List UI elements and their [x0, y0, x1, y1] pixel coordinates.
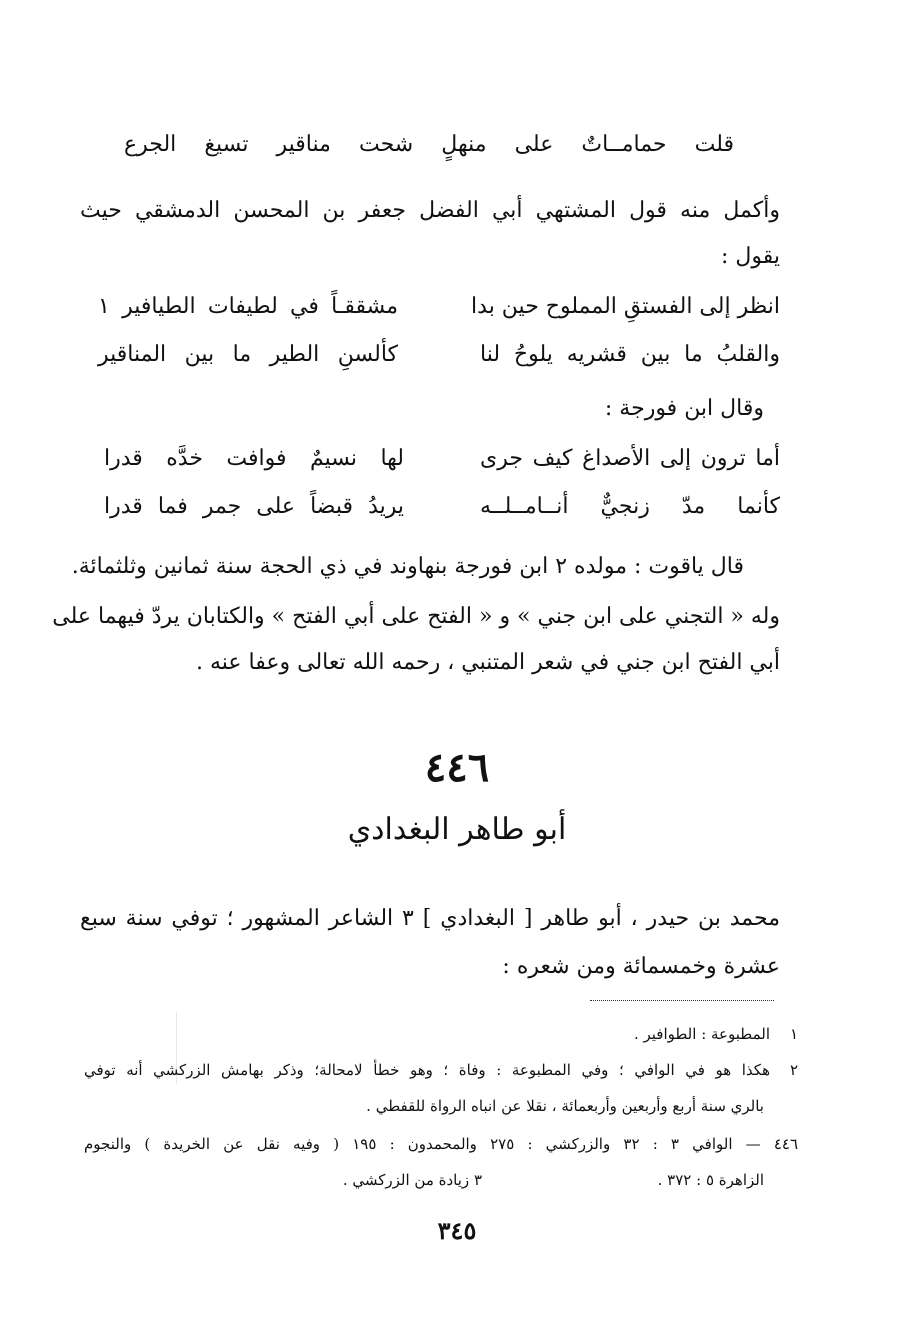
poem-verse: [104, 490, 780, 524]
paragraph-line: وقال ابن فورجة :: [604, 396, 764, 421]
page-number: ٣٤٥: [437, 1216, 477, 1245]
footnote-text: بالري سنة أربع وأربعين وأربعمائة ، نقلا عن انباه الرواة للقفطي .: [366, 1097, 764, 1115]
paragraph-line: قال ياقوت : مولده ٢ ابن فورجة بنهاوند في ذي الحجة سنة ثمانين وثلثمائة.: [71, 554, 744, 579]
verse-hemistich-right: أما ترون إلى الأصداغ كيف جرى: [480, 446, 780, 471]
footnote-number: ٢: [789, 1061, 798, 1079]
verse-hemistich-left: يريدُ قبضاً على جمر فما قدرا: [104, 494, 404, 519]
verse-hemistich-left: كألسنِ الطير ما بين المناقير: [98, 342, 398, 367]
poem-verse: [98, 290, 780, 324]
entry-title: أبو طاهر البغدادي: [347, 812, 567, 847]
entry-number: ٤٤٦: [424, 744, 490, 791]
footnote-text: ٤٤٦ — الوافي ٣ : ٣٢ والزركشي : ٢٧٥ والمحمدون : ١٩٥ ( وفيه نقل عن الخريدة ) والنجوم: [84, 1135, 799, 1153]
paragraph-line: محمد بن حيدر ، أبو طاهر [ البغدادي ] ٣ الشاعر المشهور ؛ توفي سنة سبع: [80, 906, 780, 931]
verse-hemistich-left: لها نسيمٌ فوافت خدَّه قدرا: [104, 446, 404, 471]
footnote-text: المطبوعة : الطوافير .: [633, 1025, 770, 1043]
verse-hemistich-right: انظر إلى الفستقِ المملوح حين بدا: [471, 294, 780, 319]
paragraph-line: وله « التجني على ابن جني » و « الفتح على أبي الفتح » والكتابان يردّ فيهما على: [52, 604, 780, 629]
poem-verse: [98, 338, 780, 372]
verse-hemistich-right: والقلبُ ما بين قشريه يلوحُ لنا: [480, 342, 780, 367]
verse-hemistich-left: مشققـاً في لطيفات الطيافير ١: [98, 294, 398, 319]
footnote-number: ١: [789, 1025, 798, 1043]
footnote-text: ٣ زيادة من الزركشي .: [342, 1171, 482, 1189]
paragraph-line: يقول :: [720, 244, 780, 269]
footnote-text: الزاهرة ٥ : ٣٧٢ .: [657, 1171, 764, 1189]
paragraph-line: وأكمل منه قول المشتهي أبي الفضل جعفر بن المحسن الدمشقي حيث: [80, 198, 780, 223]
paragraph-line: عشرة وخمسمائة ومن شعره :: [502, 954, 780, 979]
footnote-separator: [590, 1000, 774, 1001]
footnote-text: هكذا هو في الوافي ؛ وفي المطبوعة : وفاة ؛ وهو خطأ لامحالة؛ وذكر بهامش الزركشي أنه توفي: [84, 1061, 770, 1079]
verse-line: قلت حمامــاتٌ على منهلٍ شحت مناقير تسيغ الجرع: [124, 132, 734, 157]
paragraph-line: أبي الفتح ابن جني في شعر المتنبي ، رحمه الله تعالى وعفا عنه .: [196, 650, 780, 675]
poem-verse: [104, 442, 780, 476]
verse-hemistich-right: كأنما مدّ زنجيٌّ أنــامــلــه: [480, 494, 780, 519]
